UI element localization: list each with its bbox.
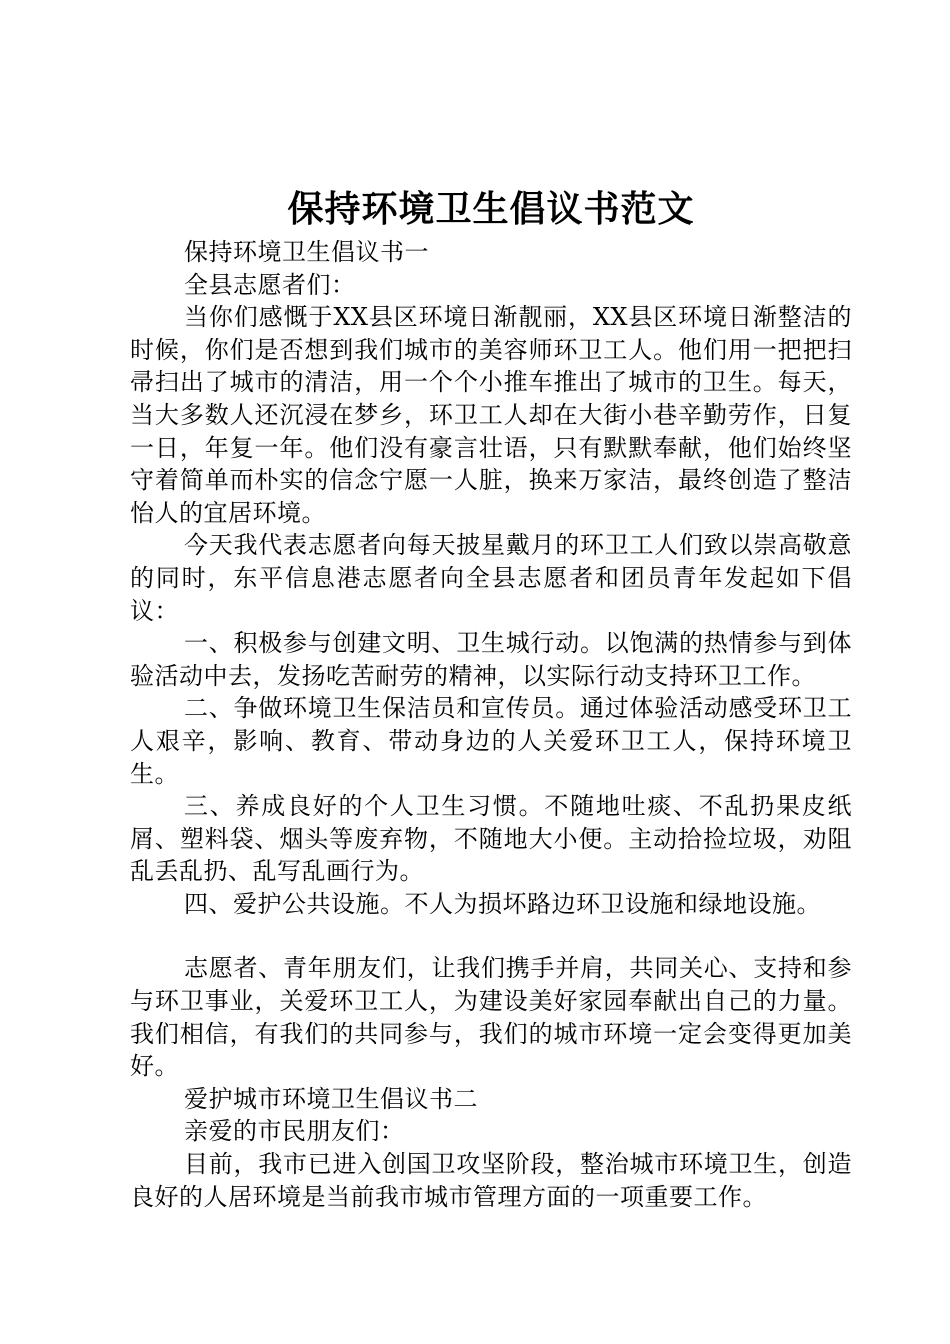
- section-heading-1: 保持环境卫生倡议书一: [184, 238, 429, 266]
- proposal-item-3: 三、养成良好的个人卫生习惯。不随地吐痰、不乱扔果皮纸屑、塑料袋、烟头等废弃物，不随地大小便。主动拾捡垃圾，劝阻乱丢乱扔、乱写乱画行为。: [130, 792, 852, 886]
- body-paragraph: 目前，我市已进入创国卫攻坚阶段，整治城市环境卫生，创造良好的人居环境是当前我市城市管理方面的一项重要工作。: [130, 1150, 852, 1211]
- paragraph-spacer: [130, 920, 852, 952]
- proposal-item-4: 四、爱护公共设施。不人为损坏路边环卫设施和绿地设施。: [184, 889, 821, 918]
- closing-paragraph: 志愿者、青年朋友们，让我们携手并肩，共同关心、支持和参与环卫事业，关爱环卫工人，为建设美好家园奉献出自己的力量。我们相信，有我们的共同参与，我们的城市环境一定会变得更加美好。: [130, 954, 852, 1081]
- document-title: 保持环境卫生倡议书范文: [287, 188, 695, 230]
- body-paragraph: 今天我代表志愿者向每天披星戴月的环卫工人们致以崇高敬意的同时，东平信息港志愿者向全县志愿者和团员青年发起如下倡议：: [130, 531, 852, 625]
- salutation-2: 亲爱的市民朋友们：: [184, 1117, 405, 1146]
- proposal-item-2: 二、争做环境卫生保洁员和宣传员。通过体验活动感受环卫工人艰辛，影响、教育、带动身边的人关爱环卫工人，保持环境卫生。: [130, 694, 852, 788]
- document-page: [130, 182, 852, 1213]
- section-heading-2: 爱护城市环境卫生倡议书二: [184, 1084, 478, 1113]
- body-paragraph: 当你们感慨于XX县区环境日渐靓丽，XX县区环境日渐整洁的时候，你们是否想到我们城市的美容师环卫工人。他们用一把把扫帚扫出了城市的清洁，用一个个小推车推出了城市的卫生。每天，当大多数人还沉浸在梦乡，环卫工人却在大街小巷辛勤劳作，日复一日，年复一年。他们没有豪言壮语，只有默默奉献，他们始终坚守着简单而朴实的信念宁愿一人脏，换来万家洁，最终创造了整洁怡人的宜居环境。: [130, 303, 852, 527]
- proposal-item-1: 一、积极参与创建文明、卫生城行动。以饱满的热情参与到体验活动中去，发扬吃苦耐劳的精神，以实际行动支持环卫工作。: [130, 629, 852, 690]
- salutation-1: 全县志愿者们：: [184, 270, 356, 299]
